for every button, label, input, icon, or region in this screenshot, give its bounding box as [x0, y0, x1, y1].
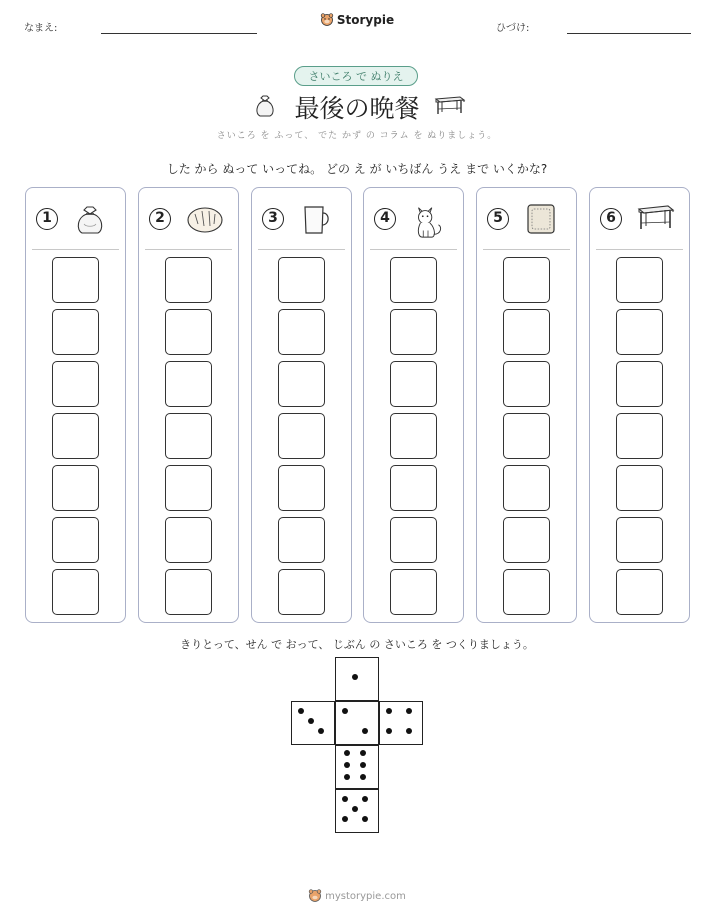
column-header [26, 188, 125, 250]
column-header [364, 188, 463, 250]
coloring-cell[interactable] [616, 465, 663, 511]
name-line[interactable] [101, 33, 257, 34]
coloring-cell[interactable] [278, 361, 325, 407]
column-1 [25, 187, 126, 623]
coloring-cell[interactable] [165, 309, 212, 355]
name-label: なまえ: [24, 23, 58, 34]
dice-pip [344, 762, 350, 768]
coloring-cell[interactable] [52, 569, 99, 615]
dice-pip [362, 728, 368, 734]
column-6 [589, 187, 690, 623]
coloring-cell[interactable] [390, 309, 437, 355]
column-3 [251, 187, 352, 623]
dice-pip [386, 708, 392, 714]
coloring-cell[interactable] [503, 465, 550, 511]
coloring-cell[interactable] [616, 361, 663, 407]
dice-pip [344, 750, 350, 756]
dice-pip [342, 816, 348, 822]
date-line[interactable] [567, 33, 691, 34]
dice-face-3 [291, 701, 335, 745]
column-number: 2 [149, 208, 171, 230]
coloring-cell[interactable] [616, 257, 663, 303]
coloring-cell[interactable] [165, 517, 212, 563]
dice-pip [406, 708, 412, 714]
dice-face-2 [335, 701, 379, 745]
column-divider [32, 249, 119, 250]
subtitle: さいころ を ふって、 でた かず の コラム を ぬりましょう。 [216, 131, 498, 141]
column-5 [476, 187, 577, 623]
coloring-cell[interactable] [278, 465, 325, 511]
cracker-icon [523, 202, 559, 236]
dice-pip [352, 674, 358, 680]
coloring-cell[interactable] [503, 413, 550, 459]
dice-pip [342, 708, 348, 714]
brand [0, 12, 714, 27]
badge: さいころ で ぬりえ [294, 66, 418, 86]
column-number: 5 [487, 208, 509, 230]
coloring-cell[interactable] [503, 569, 550, 615]
dice-pip [344, 774, 350, 780]
coloring-cell[interactable] [390, 569, 437, 615]
column-2 [138, 187, 239, 623]
footer-url: mystorypie.com [325, 891, 406, 902]
instruction: した から ぬって いってね。 どの え が いちばん うえ まで いくかな? [166, 162, 548, 176]
date-label: ひづけ: [496, 23, 530, 34]
column-number: 1 [36, 208, 58, 230]
column-4 [363, 187, 464, 623]
coloring-cell[interactable] [616, 517, 663, 563]
coloring-cell[interactable] [390, 257, 437, 303]
dice-pip [308, 718, 314, 724]
coloring-cell[interactable] [52, 257, 99, 303]
column-header [477, 188, 576, 250]
coloring-cell[interactable] [52, 465, 99, 511]
brand-name: Storypie [336, 13, 395, 27]
dice-face-1 [335, 657, 379, 701]
dice-pip [352, 806, 358, 812]
coloring-cell[interactable] [278, 569, 325, 615]
dice-pip [362, 796, 368, 802]
column-number: 6 [600, 208, 622, 230]
column-divider [370, 249, 457, 250]
column-divider [596, 249, 683, 250]
coloring-cell[interactable] [52, 413, 99, 459]
dice-pip [362, 816, 368, 822]
column-divider [483, 249, 570, 250]
dice-pip [342, 796, 348, 802]
dice-pip [406, 728, 412, 734]
coloring-cell[interactable] [165, 569, 212, 615]
coloring-cell[interactable] [278, 309, 325, 355]
storypie-logo-icon [308, 888, 322, 902]
dice-pip [386, 728, 392, 734]
footer [0, 888, 714, 902]
column-number: 3 [262, 208, 284, 230]
storypie-logo-icon [320, 12, 334, 26]
column-divider [145, 249, 232, 250]
page-title: 最後の晩餐 [294, 94, 420, 123]
dice-face-4 [379, 701, 423, 745]
column-header [252, 188, 351, 250]
coloring-cell[interactable] [165, 361, 212, 407]
coloring-cell[interactable] [165, 465, 212, 511]
table-icon [434, 94, 466, 116]
coloring-cell[interactable] [165, 413, 212, 459]
dice-face-5 [335, 789, 379, 833]
dice-pip [360, 762, 366, 768]
coloring-cell[interactable] [503, 257, 550, 303]
coloring-cell[interactable] [390, 361, 437, 407]
coloring-cell[interactable] [503, 309, 550, 355]
dice-pip [360, 750, 366, 756]
coloring-cell[interactable] [616, 569, 663, 615]
cutout-instruction: きりとって、せん で おって、 じぶん の さいころ を つくりましょう。 [180, 638, 534, 651]
dice-pip [298, 708, 304, 714]
dice-pip [360, 774, 366, 780]
table-icon [636, 202, 672, 236]
coin-pouch-icon [72, 202, 108, 236]
coloring-cell[interactable] [503, 517, 550, 563]
cat-icon [410, 202, 446, 236]
coloring-cell[interactable] [52, 309, 99, 355]
coloring-cell[interactable] [503, 361, 550, 407]
cup-icon [298, 202, 334, 236]
coloring-cell[interactable] [390, 465, 437, 511]
coloring-cell[interactable] [616, 413, 663, 459]
coloring-cell[interactable] [278, 517, 325, 563]
coloring-cell[interactable] [390, 413, 437, 459]
coloring-cell[interactable] [165, 257, 212, 303]
column-divider [258, 249, 345, 250]
coloring-cell[interactable] [616, 309, 663, 355]
coloring-cell[interactable] [278, 413, 325, 459]
coloring-cell[interactable] [390, 517, 437, 563]
column-header [139, 188, 238, 250]
coloring-cell[interactable] [52, 517, 99, 563]
column-header [590, 188, 689, 250]
coloring-cell[interactable] [52, 361, 99, 407]
column-number: 4 [374, 208, 396, 230]
dice-face-6 [335, 745, 379, 789]
bread-icon [185, 202, 221, 236]
dice-pip [318, 728, 324, 734]
coloring-cell[interactable] [278, 257, 325, 303]
